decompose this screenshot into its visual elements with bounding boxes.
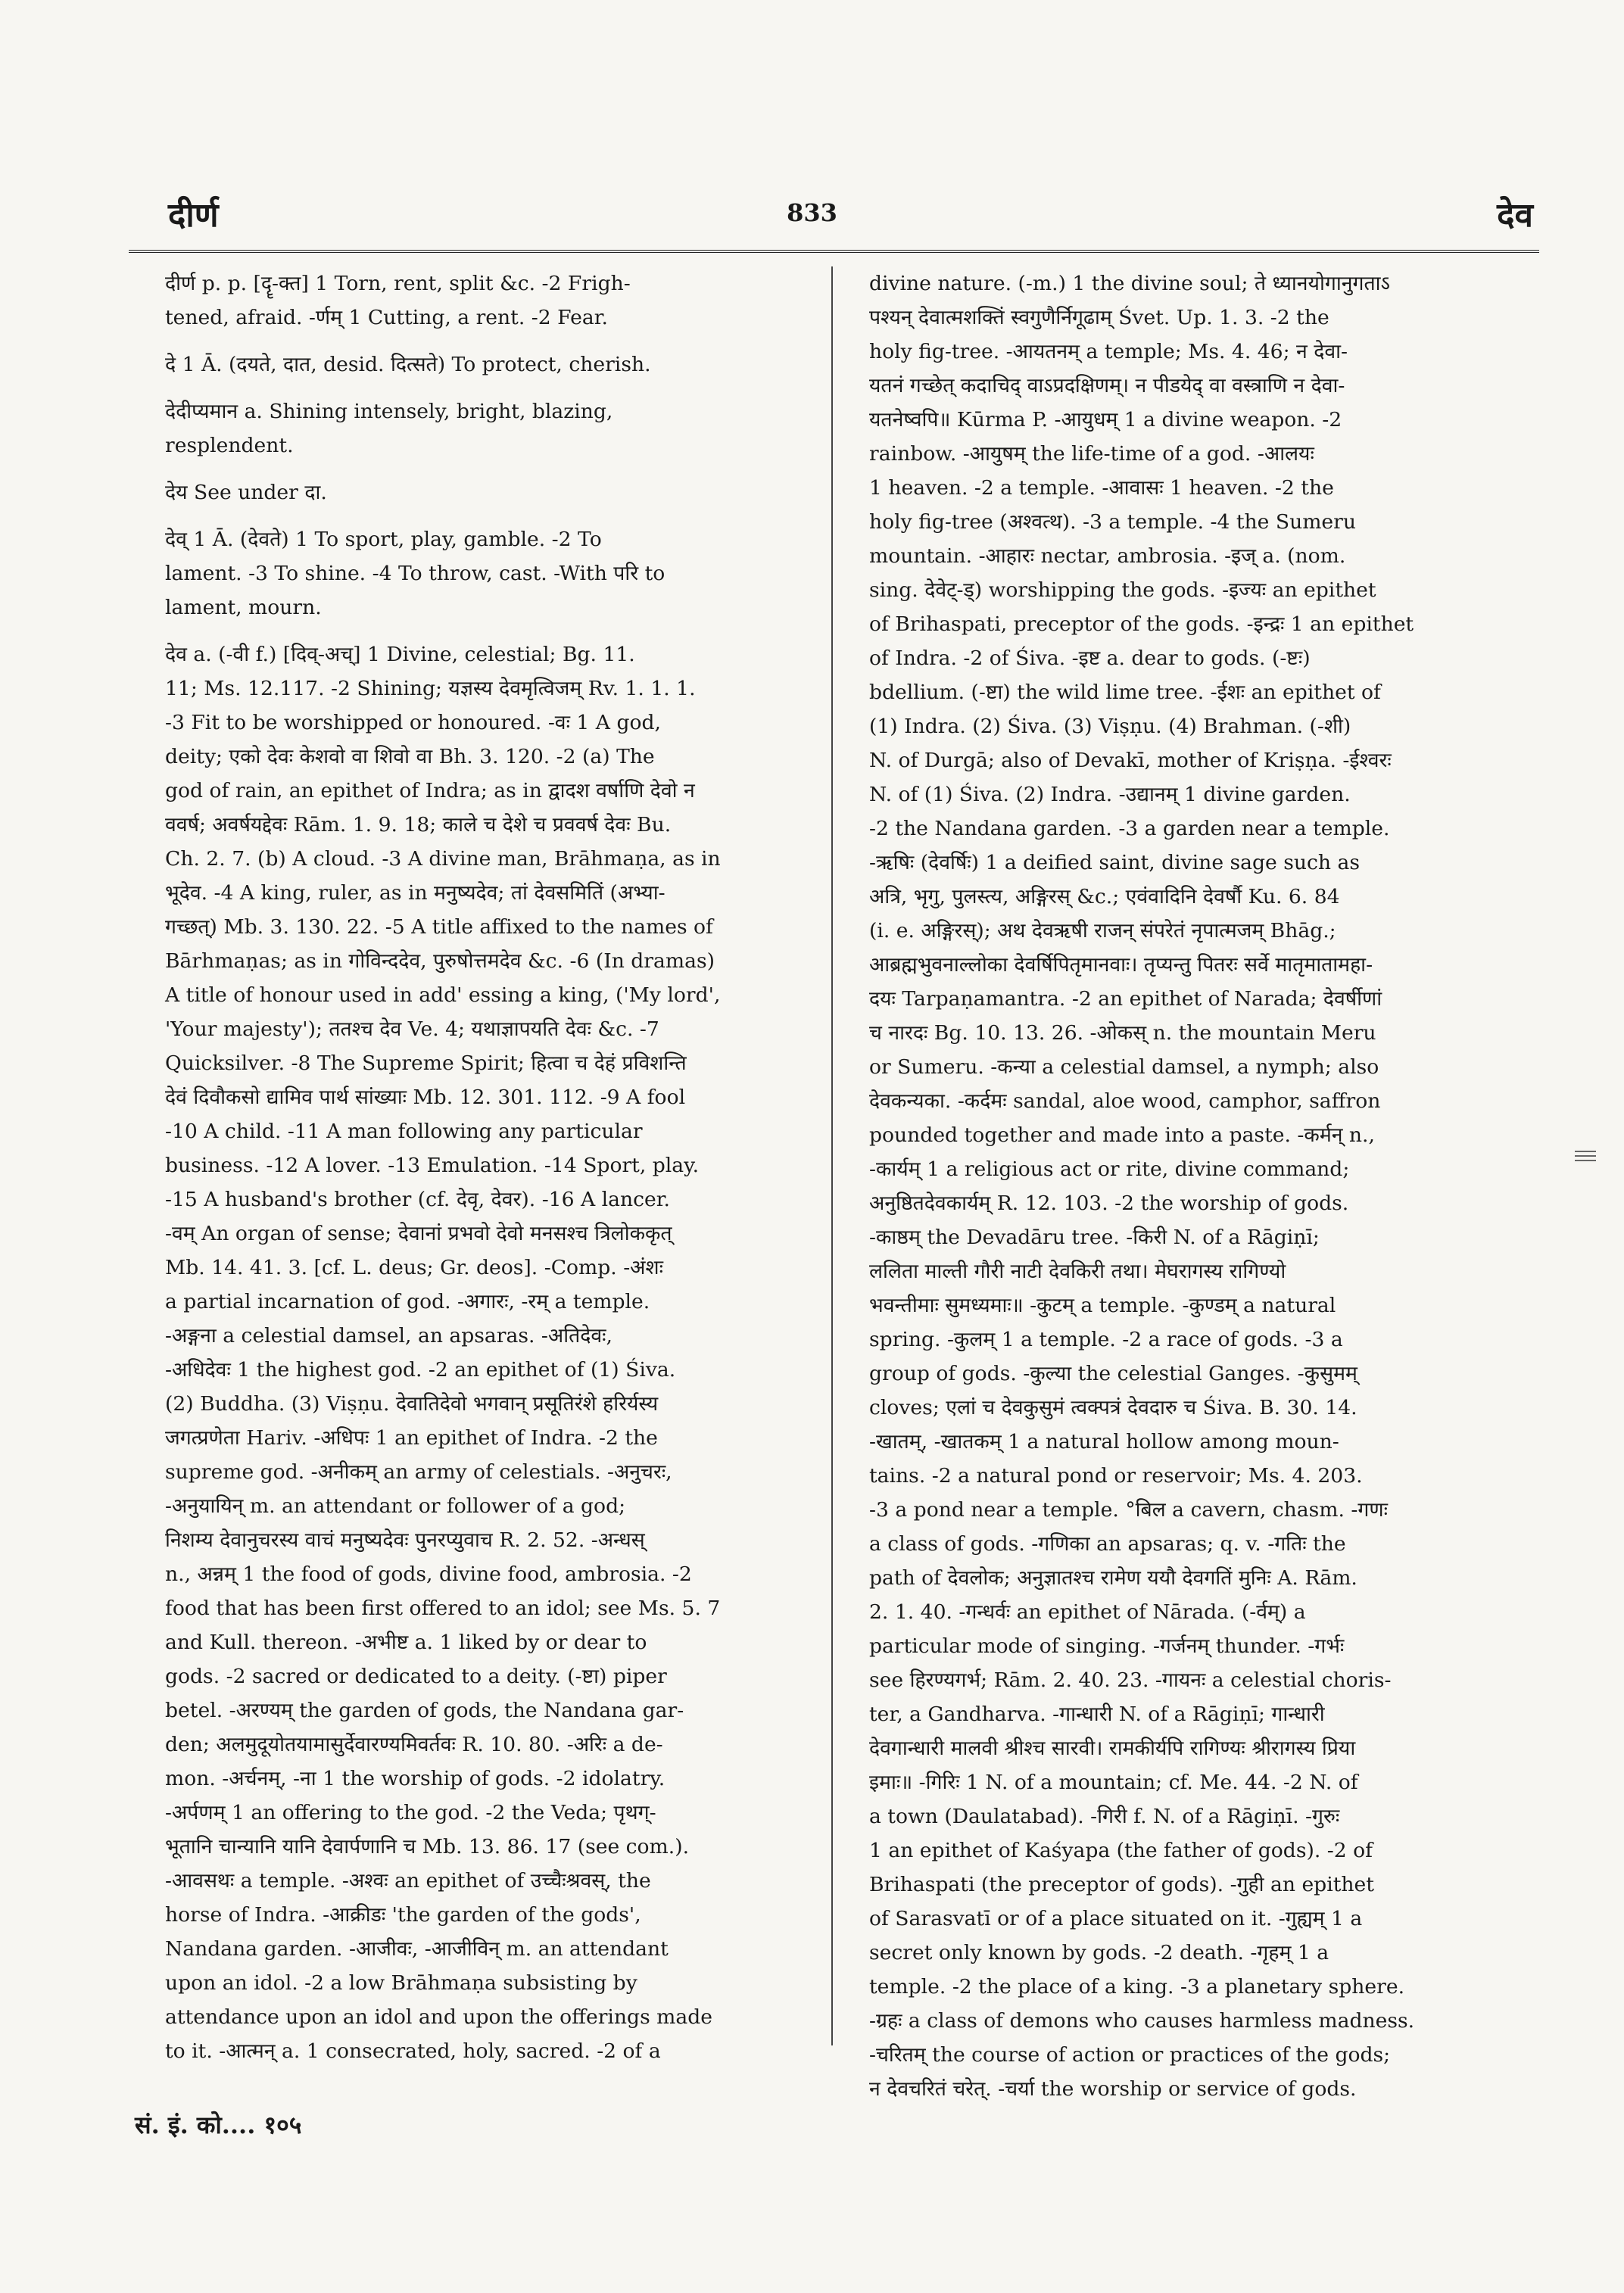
dictionary-entry (129, 266, 791, 335)
entry-line: -2 the Nandana garden. -3 a garden near a temple. (869, 817, 1390, 840)
entry-line: Ch. 2. 7. (b) A cloud. -3 A divine man, Brāhmaṇa, as in (165, 847, 721, 871)
entry-line: (2) Buddha. (3) Viṣṇu. देवातिदेवो भगवान् प्रसूतिरंशे हरिर्यस्य (165, 1392, 659, 1416)
dictionary-entry (129, 394, 791, 463)
entry-line: पश्यन् देवात्मशक्तिं स्वगुणैर्निगूढाम् Śvet. Up. 1. 3. -2 the (869, 306, 1329, 329)
entry-line: secret only known by gods. -2 death. -गृहम् 1 a (869, 1941, 1329, 1964)
entry-line: lament, mourn. (165, 596, 322, 619)
entry-line: -अधिदेवः 1 the highest god. -2 an epithet of (1) Śiva. (165, 1358, 676, 1382)
entry-line: spring. -कुलम् 1 a temple. -2 a race of gods. -3 a (869, 1328, 1343, 1351)
entry-line: देवगान्धारी मालवी श्रीश्च सारवी। रामकीर्यपि रागिण्यः श्रीरागस्य प्रिया (869, 1737, 1356, 1760)
right-column (869, 266, 1532, 2106)
entry-line: a class of gods. -गणिका an apsaras; q. v. -गतिः the (869, 1532, 1346, 1556)
entry-line: god of rain, an epithet of Indra; as in द्वादश वर्षाणि देवो न (165, 779, 695, 802)
entry-line: न देवचरितं चरेत्. -चर्या the worship or service of gods. (869, 2077, 1357, 2101)
entry-line: to it. -आत्मन् a. 1 consecrated, holy, sacred. -2 of a (165, 2039, 661, 2063)
entry-line: ववर्ष; अवर्षयद्देवः Rām. 1. 9. 18; काले च देशे च प्रववर्ष देवः Bu. (165, 813, 672, 837)
entry-line: of Indra. -2 of Śiva. -इष्ट a. dear to gods. (-ष्टः) (869, 646, 1311, 670)
entry-line: -आवसथः a temple. -अश्वः an epithet of उच्चैःश्रवस्, the (165, 1869, 651, 1893)
entry-line: ter, a Gandharva. -गान्धारी N. of a Rāgiṇī; गान्धारी (869, 1703, 1325, 1726)
dictionary-entry (129, 475, 791, 509)
entry-line: -वम् An organ of sense; देवानां प्रभवो देवो मनसश्च त्रिलोककृत् (165, 1222, 672, 1245)
entry-line: (i. e. अङ्गिरस्); अथ देवऋषी राजन् संपरेतं नृपात्मजम् Bhāg.; (869, 919, 1336, 942)
entry-line: group of gods. -कुल्या the celestial Ganges. -कुसुमम् (869, 1362, 1357, 1385)
entry-line: sing. देवेट्-ड्) worshipping the gods. -इज्यः an epithet (869, 578, 1376, 602)
header-left-word: दीर्ण (168, 196, 219, 235)
entry-line: देवं दिवौकसो द्यामिव पार्थ सांख्याः Mb. 12. 301. 112. -9 A fool (165, 1086, 686, 1109)
entry-line: n., अन्नम् 1 the food of gods, divine food, ambrosia. -2 (165, 1562, 692, 1586)
entry-line: जगत्प्रणेता Hariv. -अधिपः 1 an epithet of Indra. -2 the (165, 1426, 658, 1450)
dictionary-entry (129, 637, 791, 2068)
entry-line: food that has been first offered to an idol; see Ms. 5. 7 (165, 1597, 721, 1620)
entry-line: -अर्पणम् 1 an offering to the god. -2 the Veda; पृथग्- (165, 1801, 656, 1824)
entry-line: resplendent. (165, 434, 294, 457)
entry-line: divine nature. (-m.) 1 the divine soul; ते ध्यानयोगानुगताऽ (869, 272, 1390, 295)
entry-line: mountain. -आहारः nectar, ambrosia. -इज् a. (nom. (869, 544, 1346, 568)
footer-signature: सं. इं. को.... १०५ (135, 2111, 302, 2139)
entry-line: of Brihaspati, preceptor of the gods. -इन्द्रः 1 an epithet (869, 612, 1414, 636)
dictionary-entry (129, 347, 791, 382)
entry-line: holy fig-tree (अश्वत्थ). -3 a temple. -4 the Sumeru (869, 510, 1356, 534)
entry-line: N. of (1) Śiva. (2) Indra. -उद्यानम् 1 divine garden. (869, 783, 1351, 806)
entry-line: den; अलमुदूयोतयामासुर्देवारण्यमिवर्तवः R. 10. 80. -अरिः a de- (165, 1733, 663, 1756)
entry-line: horse of Indra. -आक्रीडः 'the garden of the gods', (165, 1903, 641, 1927)
entry-line: attendance upon an idol and upon the offerings made (165, 2005, 713, 2029)
entry-line: tened, afraid. -र्णम् 1 Cutting, a rent. -2 Fear. (165, 306, 608, 329)
entry-line: दयः Tarpaṇamantra. -2 an epithet of Narada; देवर्षीणां (869, 987, 1382, 1011)
entry-line: -10 A child. -11 A man following any particular (165, 1120, 643, 1143)
entry-line: -चरितम् the course of action or practices of the gods; (869, 2043, 1391, 2067)
left-column (129, 266, 791, 2081)
entry-line: supreme god. -अनीकम् an army of celestials. -अनुचरः, (165, 1460, 672, 1484)
entry-line: gods. -2 sacred or dedicated to a deity. (-ष्टा) piper (165, 1665, 667, 1688)
entry-line: pounded together and made into a paste. -कर्मन् n., (869, 1123, 1375, 1147)
entry-line: Nandana garden. -आजीवः, -आजीविन् m. an attendant (165, 1937, 669, 1961)
entry-line: भवन्तीमाः सुमध्यमाः॥ -कुटम् a temple. -कुण्डम् a natural (869, 1294, 1336, 1317)
entry-line: भूतानि चान्यानि यानि देवार्पणानि च Mb. 13. 86. 17 (see com.). (165, 1835, 690, 1858)
entry-line: -ग्रहः a class of demons who causes harmless madness. (869, 2009, 1415, 2033)
entry-line: -खातम्, -खातकम् 1 a natural hollow among moun- (869, 1430, 1339, 1453)
dictionary-entry (129, 522, 791, 625)
entry-line: temple. -2 the place of a king. -3 a planetary sphere. (869, 1975, 1405, 1999)
entry-line: 1 an epithet of Kaśyapa (the father of gods). -2 of (869, 1839, 1373, 1862)
entry-line: or Sumeru. -कन्या a celestial damsel, a nymph; also (869, 1055, 1379, 1079)
entry-line: path of देवलोक; अनुज्ञातश्च रामेण ययौ देवगतिं मुनिः A. Rām. (869, 1566, 1357, 1590)
entry-line: Brihaspati (the preceptor of gods). -गुही an epithet (869, 1873, 1374, 1896)
column-divider (831, 266, 833, 2045)
entry-line: a partial incarnation of god. -अगारः, -रम् a temple. (165, 1290, 650, 1313)
margin-mark (1575, 1151, 1596, 1172)
entry-line: -15 A husband's brother (cf. देवृ, देवर). -16 A lancer. (165, 1188, 670, 1211)
entry-line: 1 heaven. -2 a temple. -आवासः 1 heaven. -2 the (869, 476, 1334, 500)
entry-line: भूदेव. -4 A king, ruler, as in मनुष्यदेव; तां देवसमितिं (अभ्या- (165, 881, 665, 905)
entry-line: deity; एको देवः केशवो वा शिवो वा Bh. 3. 120. -2 (a) The (165, 745, 655, 768)
entry-line: 'Your majesty'); ततश्च देव Ve. 4; यथाज्ञापयति देवः &c. -7 (165, 1017, 659, 1041)
entry-line: अनुष्ठितदेवकार्यम् R. 12. 103. -2 the worship of gods. (869, 1192, 1349, 1215)
entry-line: 11; Ms. 12.117. -2 Shining; यज्ञस्य देवमृत्विजम् Rv. 1. 1. 1. (165, 677, 696, 700)
entry-line: a town (Daulatabad). -गिरी f. N. of a Rāgiṇī. -गुरुः (869, 1805, 1340, 1828)
entry-line: rainbow. -आयुषम् the life-time of a god. -आलयः (869, 442, 1314, 466)
entry-line: गच्छत्) Mb. 3. 130. 22. -5 A title affixed to the names of (165, 915, 713, 939)
entry-line: upon an idol. -2 a low Brāhmaṇa subsisting by (165, 1971, 637, 1995)
entry-line: lament. -3 To shine. -4 To throw, cast. -With परि to (165, 562, 665, 585)
entry-line: आब्रह्मभुवनाल्लोका देवर्षिपितृमानवाः। तृप्यन्तु पितरः सर्वे मातृमातामहा- (869, 953, 1373, 977)
entry-line: -3 Fit to be worshipped or honoured. -वः 1 A god, (165, 711, 661, 734)
entry-line: -अङ्गना a celestial damsel, an apsaras. -अतिदेवः, (165, 1324, 613, 1347)
entry-line: अत्रि, भृगु, पुलस्त्य, अङ्गिरस् &c.; एवंवादिनि देवर्षौ Ku. 6. 84 (869, 885, 1340, 908)
entry-line: mon. -अर्चनम्, -ना 1 the worship of gods. -2 idolatry. (165, 1767, 665, 1790)
entry-line: of Sarasvatī or of a place situated on it. -गुह्यम् 1 a (869, 1907, 1363, 1930)
entry-line: च नारदः Bg. 10. 13. 26. -ओकस् n. the mountain Meru (869, 1021, 1376, 1045)
entry-line: देव a. (-वी f.) [दिव्-अच्] 1 Divine, celestial; Bg. 11. (165, 643, 635, 666)
entry-line: यतनेष्वपि॥ Kūrma P. -आयुधम् 1 a divine weapon. -2 (869, 408, 1342, 431)
entry-line: cloves; एलां च देवकुसुमं त्वक्पत्रं देवदारु च Śiva. B. 30. 14. (869, 1396, 1357, 1419)
entry-line: ललिता माल्ती गौरी नाटी देवकिरी तथा। मेघरागस्य रागिण्यो (869, 1260, 1286, 1283)
entry-line: देव् 1 Ā. (देवते) 1 To sport, play, gamble. -2 To (165, 528, 602, 551)
entry-line: and Kull. thereon. -अभीष्ट a. 1 liked by or dear to (165, 1631, 647, 1654)
entry-line: देदीप्यमान a. Shining intensely, bright, blazing, (165, 400, 613, 423)
entry-line: (1) Indra. (2) Śiva. (3) Viṣṇu. (4) Brahman. (-शी) (869, 715, 1351, 738)
entry-line: देवकन्यका. -कर्दमः sandal, aloe wood, camphor, saffron (869, 1089, 1381, 1113)
entry-line: देय See under दा. (165, 481, 327, 504)
entry-line: यतनं गच्छेत् कदाचिद् वाऽप्रदक्षिणम्। न पीडयेद् वा वस्त्राणि न देवा- (869, 374, 1345, 397)
entry-line: A title of honour used in add' essing a king, ('My lord', (165, 983, 721, 1007)
entry-line: इमाः॥ -गिरिः 1 N. of a mountain; cf. Me. 44. -2 N. of (869, 1771, 1358, 1794)
entry-line: -कार्यम् 1 a religious act or rite, divine command; (869, 1157, 1350, 1181)
entry-line: -अनुयायिन् m. an attendant or follower of a god; (165, 1494, 626, 1518)
entry-line: particular mode of singing. -गर्जनम् thunder. -गर्भः (869, 1634, 1345, 1658)
entry-line: business. -12 A lover. -13 Emulation. -14 Sport, play. (165, 1154, 700, 1177)
entry-line: Bārhmaṇas; as in गोविन्ददेव, पुरुषोत्तमदेव &c. -6 (In dramas) (165, 949, 715, 973)
entry-line: tains. -2 a natural pond or reservoir; Ms. 4. 203. (869, 1464, 1363, 1488)
entry-line: -काष्ठम् the Devadāru tree. -किरी N. of a Rāgiṇī; (869, 1226, 1320, 1249)
entry-line: -ऋषिः (देवर्षिः) 1 a deified saint, divine sage such as (869, 851, 1360, 874)
entry-line: Quicksilver. -8 The Supreme Spirit; हित्वा च देहं प्रविशन्ति (165, 1051, 687, 1075)
entry-line: see हिरण्यगर्भ; Rām. 2. 40. 23. -गायनः a celestial choris- (869, 1668, 1392, 1692)
entry-line: holy fig-tree. -आयतनम् a temple; Ms. 4. 46; न देवा- (869, 340, 1348, 363)
entry-line: betel. -अरण्यम् the garden of gods, the Nandana gar- (165, 1699, 684, 1722)
entry-line: निशम्य देवानुचरस्य वाचं मनुष्यदेवः पुनरप्युवाच R. 2. 52. -अन्धस् (165, 1528, 645, 1552)
entry-line: 2. 1. 40. -गन्धर्वः an epithet of Nārada. (-र्वम्) a (869, 1600, 1306, 1624)
entry-line: Mb. 14. 41. 3. [cf. L. deus; Gr. deos]. -Comp. -अंशः (165, 1256, 663, 1279)
header-right-word: देव (1497, 196, 1533, 235)
entry-line: N. of Durgā; also of Devakī, mother of Kriṣṇa. -ईश्वरः (869, 749, 1392, 772)
entry-line: दीर्ण p. p. [दॄ-क्त] 1 Torn, rent, split &c. -2 Frigh- (165, 272, 631, 295)
entry-line: bdellium. (-ष्टा) the wild lime tree. -ईशः an epithet of (869, 681, 1381, 704)
page-number: 833 (787, 198, 837, 227)
entry-line: -3 a pond near a temple. °बिल a cavern, chasm. -गणः (869, 1498, 1388, 1522)
header-rule (129, 250, 1539, 253)
entry-line: दे 1 Ā. (दयते, दात, desid. दित्सते) To protect, cherish. (165, 353, 651, 376)
